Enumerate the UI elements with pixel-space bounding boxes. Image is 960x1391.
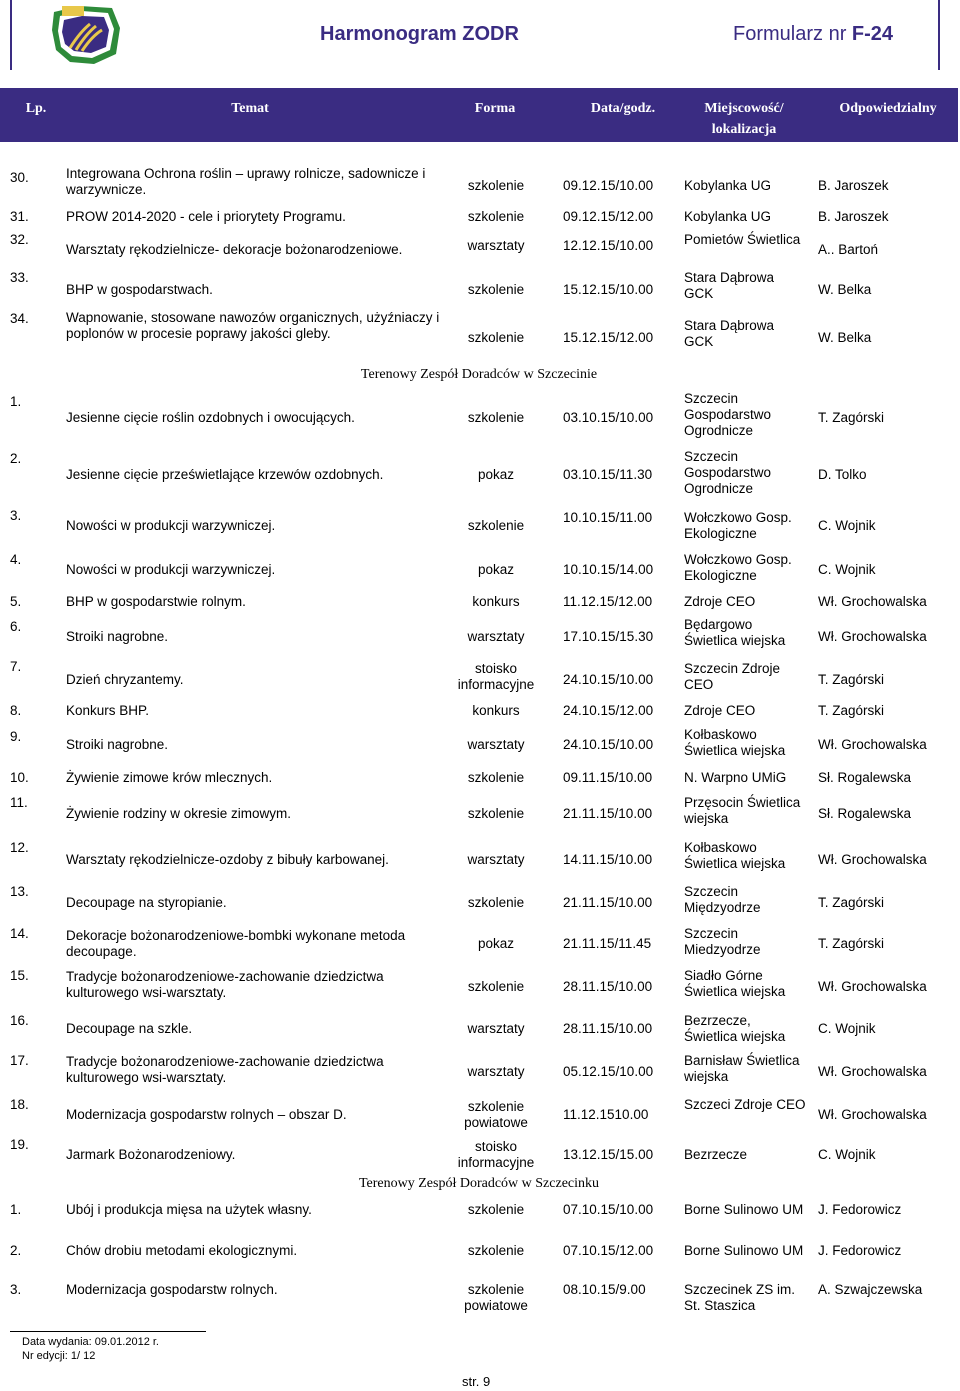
row-forma: pokaz <box>477 936 515 951</box>
row-forma: szkolenie <box>467 410 525 425</box>
row-date: 15.12.15/12.00 <box>563 330 654 345</box>
row-date: 17.10.15/15.30 <box>563 629 654 644</box>
page-header <box>0 0 960 70</box>
row-number: 19. <box>10 1137 29 1152</box>
section-heading: Terenowy Zespół Doradców w Szczecinku <box>358 1176 600 1191</box>
row-location: Siadło Górne Świetlica wiejska <box>684 968 786 999</box>
row-forma: stoisko informacyjne <box>457 661 535 692</box>
row-forma: szkolenie <box>467 770 525 785</box>
row-responsible: A.. Bartoń <box>818 242 879 257</box>
row-responsible: Wł. Grochowalska <box>818 737 927 752</box>
row-topic: Modernizacja gospodarstw rolnych – obszar D. <box>66 1107 347 1122</box>
row-location: Bezrzecze <box>684 1147 748 1162</box>
header-border-left <box>10 0 12 70</box>
row-forma: szkolenie powiatowe <box>464 1099 528 1130</box>
row-location: Zdroje CEO <box>684 594 756 609</box>
row-location: Borne Sulinowo UM <box>684 1202 804 1217</box>
row-location: Borne Sulinowo UM <box>684 1243 804 1258</box>
header-border-right <box>938 0 940 70</box>
row-date: 03.10.15/10.00 <box>563 410 654 425</box>
row-location: Kołbaskowo Świetlica wiejska <box>684 840 786 871</box>
row-forma: warsztaty <box>467 1021 525 1036</box>
row-date: 09.12.15/12.00 <box>563 209 654 224</box>
row-topic: Nowości w produkcji warzywniczej. <box>66 562 276 577</box>
footer-rule <box>10 1331 206 1332</box>
row-date: 28.11.15/10.00 <box>563 1021 653 1036</box>
row-date: 14.11.15/10.00 <box>563 852 653 867</box>
row-responsible: Wł. Grochowalska <box>818 629 927 644</box>
row-number: 10. <box>10 770 29 785</box>
row-topic: Jesienne cięcie prześwietlające krzewów ozdobnych. <box>66 467 384 482</box>
row-topic: Nowości w produkcji warzywniczej. <box>66 518 276 533</box>
row-topic: PROW 2014-2020 - cele i priorytety Programu. <box>66 209 346 224</box>
row-number: 30. <box>10 170 29 185</box>
row-number: 15. <box>10 968 29 983</box>
row-location: Stara Dąbrowa GCK <box>684 318 775 349</box>
table-column-header <box>0 88 958 142</box>
row-date: 21.11.15/11.45 <box>563 936 652 951</box>
row-date: 09.12.15/10.00 <box>563 178 654 193</box>
row-date: 09.11.15/10.00 <box>563 770 653 785</box>
row-date: 07.10.15/10.00 <box>563 1202 654 1217</box>
row-location: Szczecin Zdroje CEO <box>684 661 781 692</box>
row-responsible: T. Zagórski <box>818 672 885 687</box>
row-topic: Decoupage na szkle. <box>66 1021 193 1036</box>
row-number: 17. <box>10 1053 29 1068</box>
row-location: Wołczkowo Gosp. Ekologiczne <box>684 510 792 541</box>
issue-date: Data wydania: 09.01.2012 r. <box>22 1336 159 1348</box>
row-topic: Dekoracje bożonarodzeniowe-bombki wykonane metoda decoupage. <box>66 928 406 959</box>
row-topic: Tradycje bożonarodzeniowe-zachowanie dziedzictwa kulturowego wsi-warsztaty. <box>66 969 384 1000</box>
row-topic: Modernizacja gospodarstw rolnych. <box>66 1282 278 1297</box>
row-number: 9. <box>10 729 22 744</box>
row-topic: Chów drobiu metodami ekologicznymi. <box>66 1243 298 1258</box>
row-number: 3. <box>10 1282 22 1297</box>
row-location: Stara Dąbrowa GCK <box>684 270 775 301</box>
row-date: 11.12.1510.00 <box>563 1107 649 1122</box>
section-heading: Terenowy Zespół Doradców w Szczecinie <box>360 367 598 382</box>
row-number: 14. <box>10 926 29 941</box>
col-lokalizacja: lokalizacja <box>711 122 777 137</box>
row-date: 08.10.15/9.00 <box>563 1282 646 1297</box>
row-date: 24.10.15/10.00 <box>563 672 654 687</box>
row-responsible: C. Wojnik <box>818 1021 876 1036</box>
row-number: 18. <box>10 1097 29 1112</box>
row-location: Będargowo Świetlica wiejska <box>684 617 786 648</box>
row-number: 31. <box>10 209 29 224</box>
row-topic: Stroiki nagrobne. <box>66 629 169 644</box>
col-forma: Forma <box>474 101 516 116</box>
row-responsible: D. Tolko <box>818 467 867 482</box>
row-topic: Warsztaty rękodzielnicze- dekoracje bożonarodzeniowe. <box>66 242 403 257</box>
row-number: 7. <box>10 659 22 674</box>
row-location: Szczecin Gospodarstwo Ogrodnicze <box>684 449 772 496</box>
row-topic: Tradycje bożonarodzeniowe-zachowanie dziedzictwa kulturowego wsi-warsztaty. <box>66 1054 384 1085</box>
row-number: 33. <box>10 270 29 285</box>
row-forma: szkolenie <box>467 282 525 297</box>
row-topic: Ubój i produkcja mięsa na użytek własny. <box>66 1202 312 1217</box>
row-location: Szczecin Miedzyodrze <box>684 926 761 957</box>
row-topic: Jarmark Bożonarodzeniowy. <box>66 1147 236 1162</box>
row-forma: szkolenie <box>467 178 525 193</box>
row-date: 11.12.15/12.00 <box>563 594 653 609</box>
row-forma: szkolenie <box>467 1202 525 1217</box>
row-forma: szkolenie <box>467 209 525 224</box>
row-number: 32. <box>10 232 29 247</box>
row-number: 34. <box>10 311 29 326</box>
row-number: 4. <box>10 552 22 567</box>
row-forma: szkolenie powiatowe <box>464 1282 528 1313</box>
row-date: 24.10.15/10.00 <box>563 737 654 752</box>
row-responsible: C. Wojnik <box>818 518 876 533</box>
row-date: 13.12.15/15.00 <box>563 1147 654 1162</box>
row-forma: warsztaty <box>467 1064 525 1079</box>
row-responsible: C. Wojnik <box>818 1147 876 1162</box>
row-location: Barnisław Świetlica wiejska <box>684 1053 800 1084</box>
page-number: str. 9 <box>462 1374 491 1389</box>
row-number: 1. <box>10 394 22 409</box>
row-responsible: B. Jaroszek <box>818 209 889 224</box>
row-location: Szczecin Międzyodrze <box>684 884 761 915</box>
row-responsible: Wł. Grochowalska <box>818 1107 927 1122</box>
edition-number: Nr edycji: 1/ 12 <box>22 1350 96 1362</box>
row-date: 28.11.15/10.00 <box>563 979 653 994</box>
header-form-number: Formularz nr F-24 <box>733 23 894 45</box>
row-number: 3. <box>10 508 22 523</box>
col-data: Data/godz. <box>590 101 656 116</box>
row-number: 2. <box>10 451 22 466</box>
row-number: 13. <box>10 884 29 899</box>
row-topic: Żywienie zimowe krów mlecznych. <box>66 770 273 785</box>
row-topic: BHP w gospodarstwach. <box>66 282 213 297</box>
row-responsible: T. Zagórski <box>818 895 885 910</box>
row-forma: warsztaty <box>467 737 525 752</box>
row-date: 10.10.15/11.00 <box>563 510 653 525</box>
row-topic: Stroiki nagrobne. <box>66 737 169 752</box>
row-date: 07.10.15/12.00 <box>563 1243 654 1258</box>
row-forma: warsztaty <box>467 238 525 253</box>
row-forma: pokaz <box>477 562 515 577</box>
row-responsible: T. Zagórski <box>818 936 885 951</box>
row-number: 5. <box>10 594 22 609</box>
row-forma: warsztaty <box>467 629 525 644</box>
row-location: Kobylanka UG <box>684 178 772 193</box>
row-number: 12. <box>10 840 29 855</box>
col-odpowiedzialny: Odpowiedzialny <box>839 101 937 116</box>
row-date: 21.11.15/10.00 <box>563 806 653 821</box>
row-location: Szczeci Zdroje CEO <box>684 1097 806 1112</box>
row-location: Wołczkowo Gosp. Ekologiczne <box>684 552 792 583</box>
row-forma: konkurs <box>472 594 520 609</box>
row-responsible: W. Belka <box>818 282 872 297</box>
row-location: Kołbaskowo Świetlica wiejska <box>684 727 786 758</box>
row-forma: stoisko informacyjne <box>457 1139 535 1170</box>
row-responsible: Sł. Rogalewska <box>818 770 912 785</box>
row-date: 15.12.15/10.00 <box>563 282 654 297</box>
row-topic: BHP w gospodarstwie rolnym. <box>66 594 246 609</box>
row-number: 8. <box>10 703 22 718</box>
row-forma: szkolenie <box>467 895 525 910</box>
row-forma: szkolenie <box>467 518 525 533</box>
row-responsible: T. Zagórski <box>818 703 885 718</box>
row-location: Przęsocin Świetlica wiejska <box>684 795 801 826</box>
row-responsible: J. Fedorowicz <box>818 1202 902 1217</box>
row-responsible: Wł. Grochowalska <box>818 1064 927 1079</box>
header-title: Harmonogram ZODR <box>320 23 519 45</box>
row-date: 05.12.15/10.00 <box>563 1064 654 1079</box>
row-forma: szkolenie <box>467 330 525 345</box>
row-forma: szkolenie <box>467 806 525 821</box>
row-topic: Warsztaty rękodzielnicze-ozdoby z bibuły karbowanej. <box>66 852 389 867</box>
row-responsible: Wł. Grochowalska <box>818 979 927 994</box>
col-miejscowosc: Miejscowość/ <box>704 101 784 116</box>
row-responsible: T. Zagórski <box>818 410 885 425</box>
zodr-logo-icon <box>50 2 122 68</box>
row-date: 10.10.15/14.00 <box>563 562 654 577</box>
row-location: N. Warpno UMiG <box>684 770 787 785</box>
row-location: Kobylanka UG <box>684 209 772 224</box>
row-date: 03.10.15/11.30 <box>563 467 653 482</box>
row-topic: Żywienie rodziny w okresie zimowym. <box>66 806 292 821</box>
row-topic: Dzień chryzantemy. <box>66 672 184 687</box>
row-date: 21.11.15/10.00 <box>563 895 653 910</box>
row-forma: warsztaty <box>467 852 525 867</box>
row-location: Szczecin Gospodarstwo Ogrodnicze <box>684 391 772 438</box>
row-responsible: C. Wojnik <box>818 562 876 577</box>
row-topic: Jesienne cięcie roślin ozdobnych i owocujących. <box>66 410 355 425</box>
row-forma: pokaz <box>477 467 515 482</box>
row-responsible: Sł. Rogalewska <box>818 806 912 821</box>
row-forma: konkurs <box>472 703 520 718</box>
row-responsible: W. Belka <box>818 330 872 345</box>
row-topic: Decoupage na styropianie. <box>66 895 227 910</box>
row-forma: szkolenie <box>467 1243 525 1258</box>
row-date: 24.10.15/12.00 <box>563 703 654 718</box>
row-responsible: B. Jaroszek <box>818 178 889 193</box>
row-location: Pomietów Świetlica <box>684 232 801 247</box>
row-responsible: Wł. Grochowalska <box>818 594 927 609</box>
row-topic: Konkurs BHP. <box>66 703 150 718</box>
row-topic: Integrowana Ochrona roślin – uprawy rolnicze, sadownicze i warzywnicze. <box>66 166 426 197</box>
row-location: Bezrzecze, Świetlica wiejska <box>684 1013 786 1044</box>
col-temat: Temat <box>231 101 269 116</box>
row-number: 6. <box>10 619 22 634</box>
row-forma: szkolenie <box>467 979 525 994</box>
row-number: 16. <box>10 1013 29 1028</box>
row-number: 11. <box>10 795 28 810</box>
row-number: 1. <box>10 1202 22 1217</box>
row-topic: Wapnowanie, stosowane nawozów organicznych, użyźniaczy i poplonów w procesie poprawy jakości gleby. <box>66 310 440 341</box>
row-number: 2. <box>10 1243 22 1258</box>
row-location: Zdroje CEO <box>684 703 756 718</box>
col-lp: Lp. <box>25 101 47 116</box>
row-date: 12.12.15/10.00 <box>563 238 654 253</box>
row-location: Szczecinek ZS im. St. Staszica <box>684 1282 796 1313</box>
row-responsible: A. Szwajczewska <box>818 1282 923 1297</box>
row-responsible: J. Fedorowicz <box>818 1243 902 1258</box>
row-responsible: Wł. Grochowalska <box>818 852 927 867</box>
